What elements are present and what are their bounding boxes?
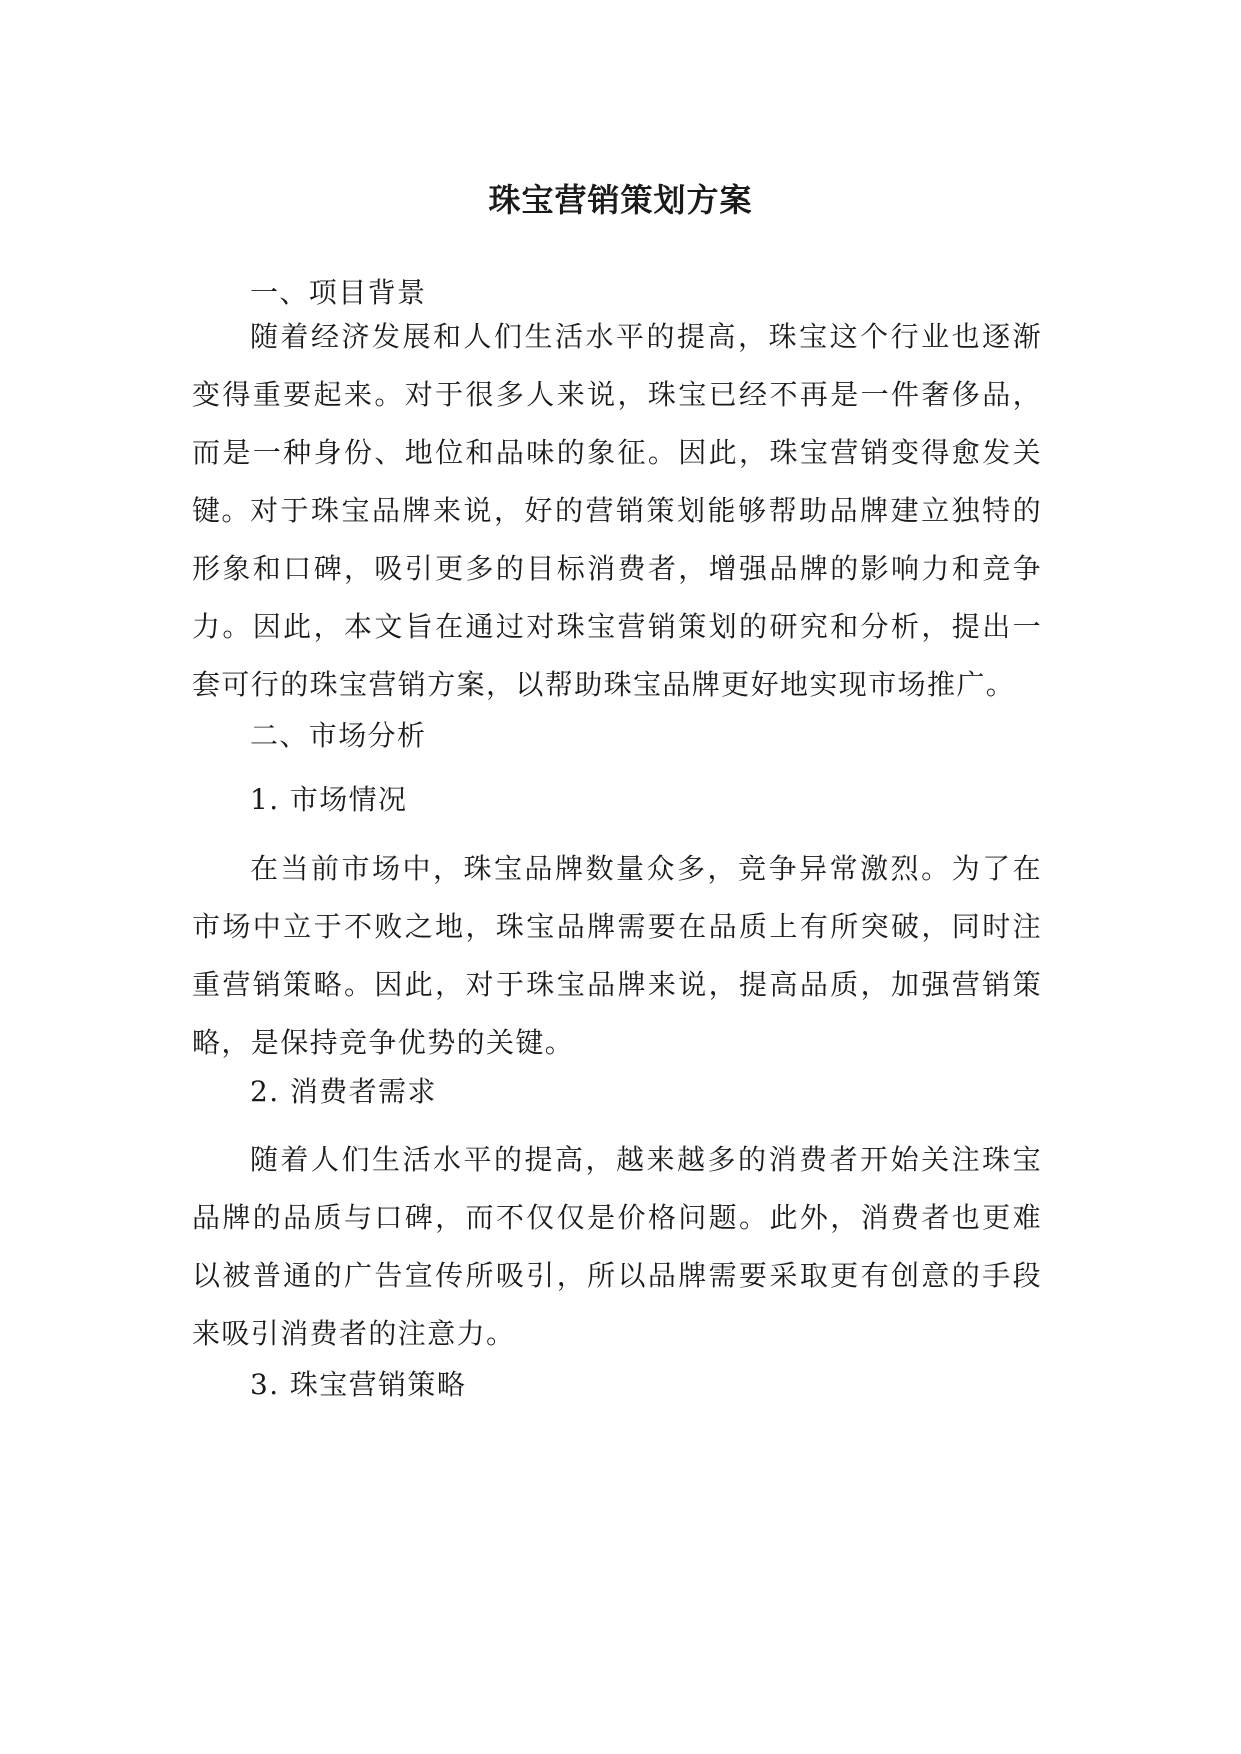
subsection-heading-market-situation: 1. 市场情况 <box>250 783 408 816</box>
section-heading-background: 一、项目背景 <box>250 276 427 309</box>
paragraph-background-2: 对于珠宝品牌来说，好的营销策划能够帮助品牌建立独特的形象和口碑，吸引更多的目标消费者，增强品牌的影响力和竞争力。因此，本文旨在通过对珠宝营销策划的研究和分析，提出一套可行的珠宝营销方案，以帮助珠宝品牌更好地实现市场推广。 <box>192 494 1042 701</box>
paragraph-background-1: 随着经济发展和人们生活水平的提高，珠宝这个行业也逐渐变得重要起来。对于很多人来说，珠宝已经不再是一件奢侈品，而是一种身份、地位和品味的象征。因此，珠宝营销变得愈发关键。 <box>192 320 1042 527</box>
subsection-heading-marketing-strategy: 3. 珠宝营销策略 <box>250 1368 467 1401</box>
section-heading-market-analysis: 二、市场分析 <box>250 719 427 752</box>
page-title: 珠宝营销策划方案 <box>488 181 753 219</box>
paragraph-consumer-demand: 随着人们生活水平的提高，越来越多的消费者开始关注珠宝品牌的品质与口碑，而不仅仅是价格问题。此外，消费者也更难以被普通的广告宣传所吸引，所以品牌需要采取更有创意的手段来吸引消费者的注意力。 <box>192 1143 1042 1350</box>
paragraph-market-situation: 在当前市场中，珠宝品牌数量众多，竞争异常激烈。为了在市场中立于不败之地，珠宝品牌需要在品质上有所突破，同时注重营销策略。因此，对于珠宝品牌来说，提高品质，加强营销策略，是保持竞争优势的关键。 <box>192 852 1042 1059</box>
subsection-heading-consumer-demand: 2. 消费者需求 <box>250 1075 437 1108</box>
